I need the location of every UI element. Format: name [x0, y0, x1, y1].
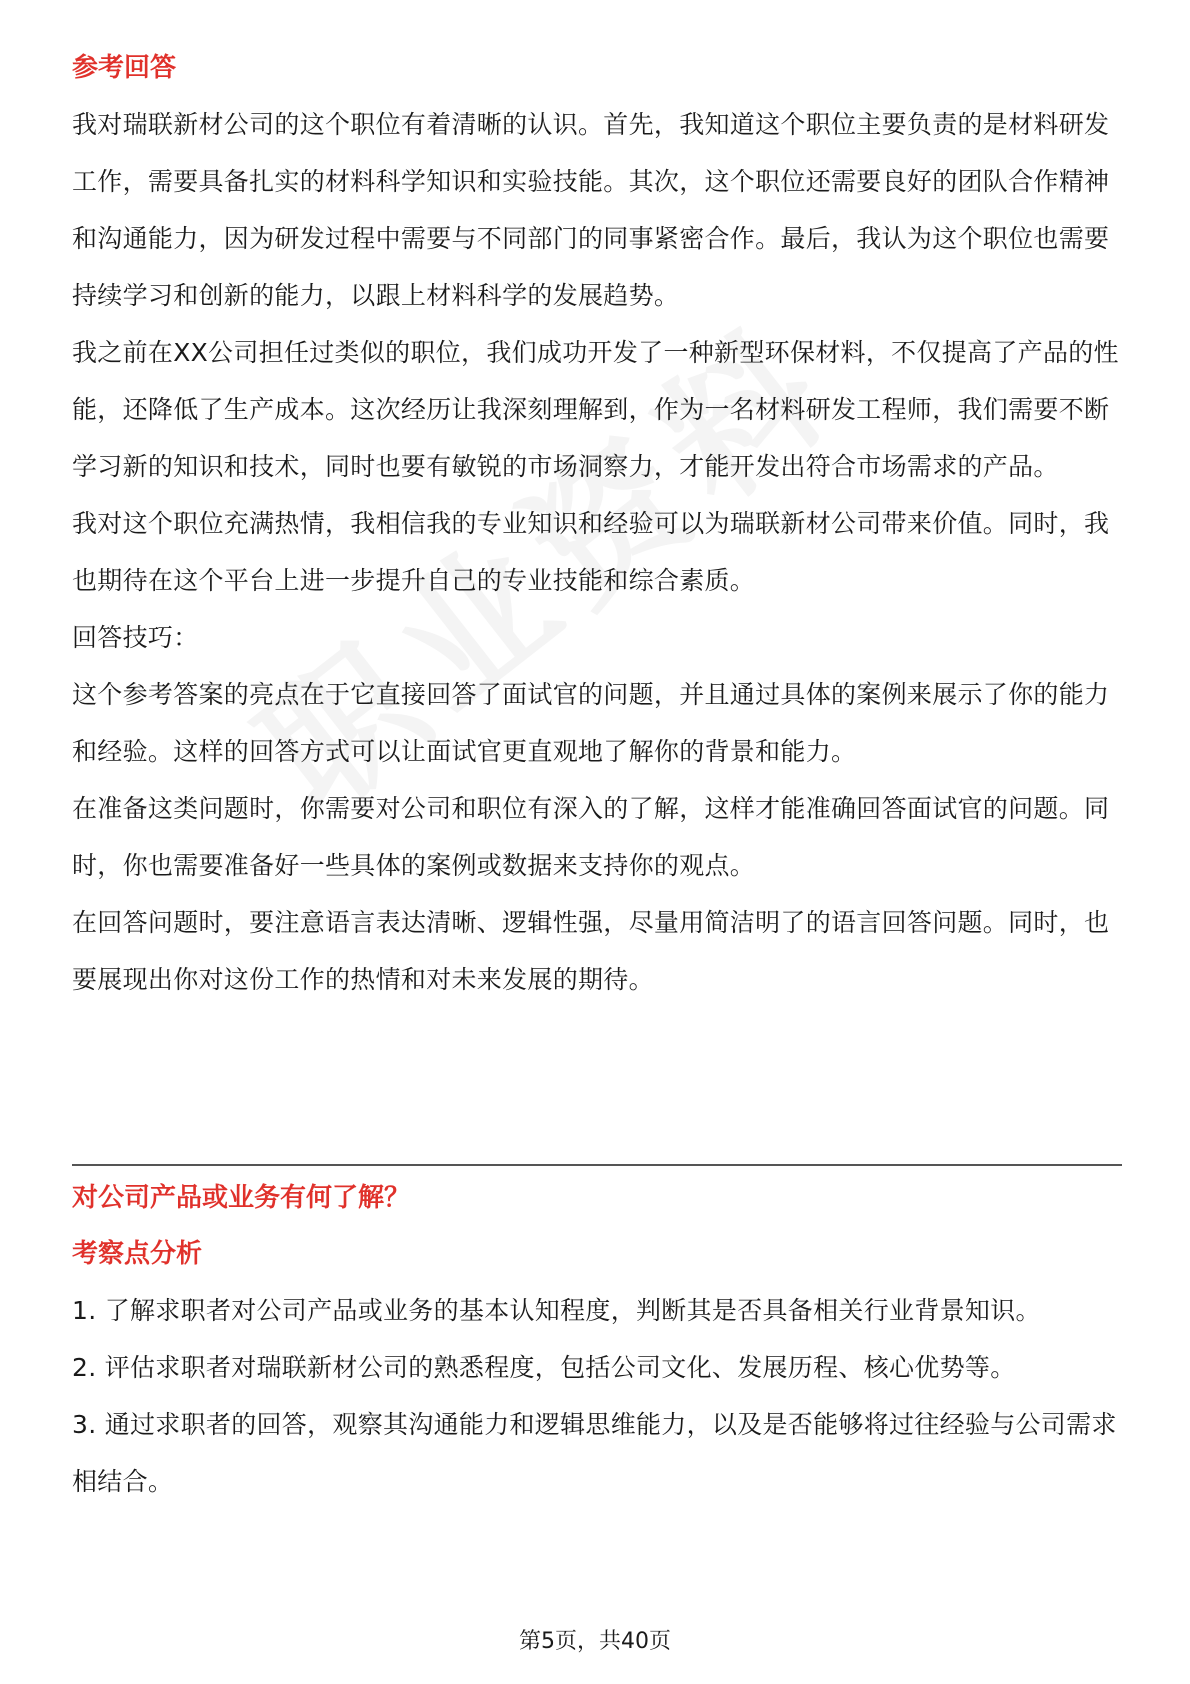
answer-paragraph-1: 我对瑞联新材公司的这个职位有着清晰的认识。首先，我知道这个职位主要负责的是材料研发工作，需要具备扎实的材料科学知识和实验技能。其次，这个职位还需要良好的团队合作精神和沟通能力，因为研发过程中需要与不同部门的同事紧密合作。最后，我认为这个职位也需要持续学习和创新的能力，以跟上材料科学的发展趋势。	[72, 110, 1110, 310]
question-section	[72, 1170, 1122, 1510]
tips-paragraph-3: 在回答问题时，要注意语言表达清晰、逻辑性强，尽量用简洁明了的语言回答问题。同时，也要展现出你对这份工作的热情和对未来发展的期待。	[72, 908, 1110, 994]
analysis-point-2: 2. 评估求职者对瑞联新材公司的熟悉程度，包括公司文化、发展历程、核心优势等。	[72, 1353, 1016, 1382]
tips-paragraph-2: 在准备这类问题时，你需要对公司和职位有深入的了解，这样才能准确回答面试官的问题。同时，你也需要准备好一些具体的案例或数据来支持你的观点。	[72, 794, 1110, 880]
answer-paragraph-2: 我之前在XX公司担任过类似的职位，我们成功开发了一种新型环保材料，不仅提高了产品的性能，还降低了生产成本。这次经历让我深刻理解到，作为一名材料研发工程师，我们需要不断学习新的知识和技术，同时也要有敏锐的市场洞察力，才能开发出符合市场需求的产品。	[72, 338, 1119, 481]
analysis-point-1: 1. 了解求职者对公司产品或业务的基本认知程度，判断其是否具备相关行业背景知识。	[72, 1296, 1041, 1325]
section-divider	[72, 1164, 1122, 1166]
answer-paragraph-3: 我对这个职位充满热情，我相信我的专业知识和经验可以为瑞联新材公司带来价值。同时，我也期待在这个平台上进一步提升自己的专业技能和综合素质。	[72, 509, 1110, 595]
analysis-subheading: 考察点分析	[72, 1239, 203, 1269]
analysis-point-3: 3. 通过求职者的回答，观察其沟通能力和逻辑思维能力，以及是否能够将过往经验与公司需求相结合。	[72, 1410, 1117, 1496]
reference-answer-heading: 参考回答	[72, 53, 177, 83]
answer-section	[72, 40, 1122, 1008]
answer-tips-label: 回答技巧：	[72, 623, 199, 652]
question-heading: 对公司产品或业务有何了解？	[72, 1183, 411, 1213]
tips-paragraph-1: 这个参考答案的亮点在于它直接回答了面试官的问题，并且通过具体的案例来展示了你的能力和经验。这样的回答方式可以让面试官更直观地了解你的背景和能力。	[72, 680, 1110, 766]
page-indicator: 第5页，共40页	[519, 1629, 671, 1654]
